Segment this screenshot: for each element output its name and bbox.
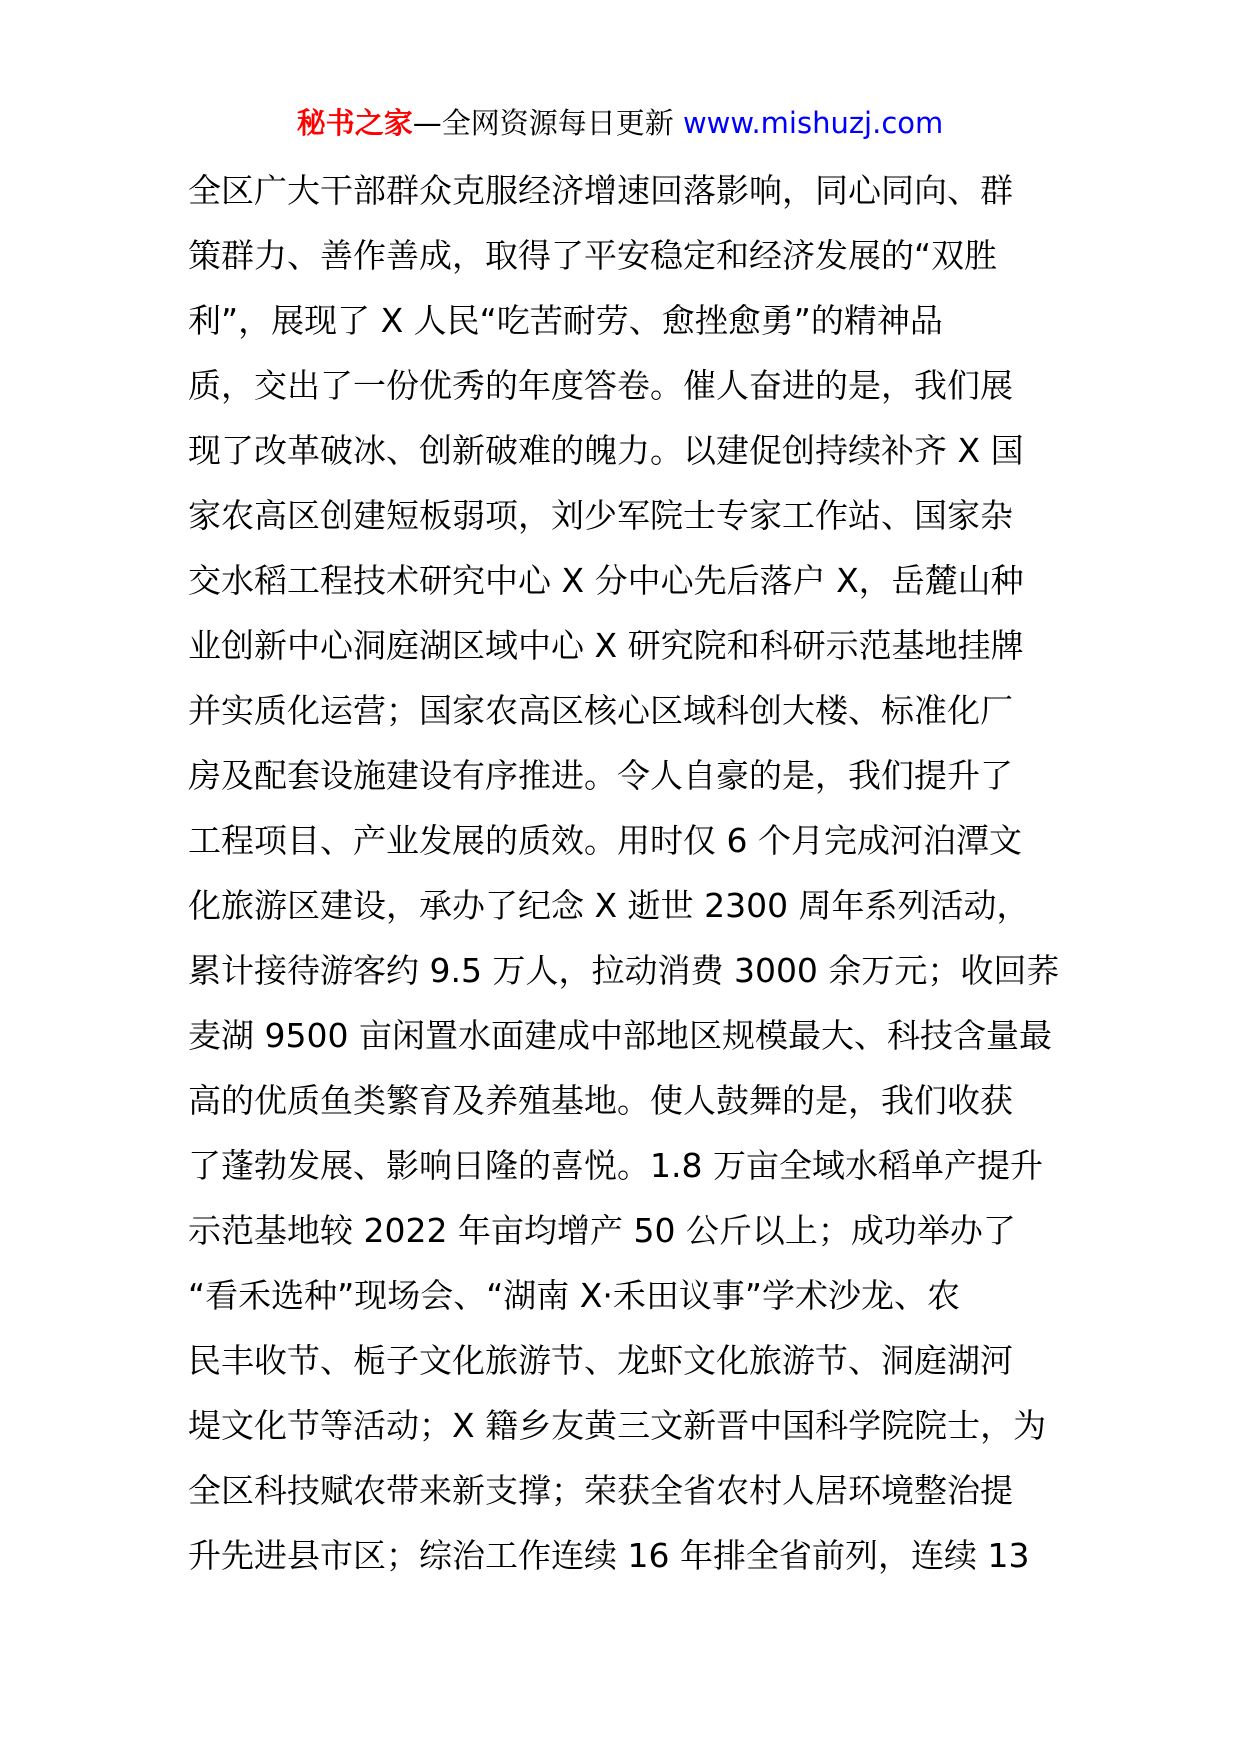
body-line: 麦湖 9500 亩闲置水面建成中部地区规模最大、科技含量最 (188, 1016, 1052, 1055)
body-line: 全区科技赋农带来新支撑；荣获全省农村人居环境整治提 (188, 1471, 1013, 1510)
header-tagline: —全网资源每日更新 (412, 106, 674, 140)
body-line: 民丰收节、栀子文化旅游节、龙虾文化旅游节、洞庭湖河 (188, 1341, 1013, 1380)
brand-name: 秘书之家 (296, 106, 413, 140)
body-line: 业创新中心洞庭湖区域中心 X 研究院和科研示范基地挂牌 (188, 626, 1024, 665)
body-line: 现了改革破冰、创新破难的魄力。以建促创持续补齐 X 国 (188, 431, 1024, 470)
body-line: 交水稻工程技术研究中心 X 分中心先后落户 X，岳麓山种 (188, 561, 1024, 600)
body-line: “看禾选种”现场会、“湖南 X·禾田议事”学术沙龙、农 (188, 1276, 960, 1315)
body-line: 并实质化运营；国家农高区核心区域科创大楼、标准化厂 (188, 691, 1013, 730)
body-line: 了蓬勃发展、影响日隆的喜悦。1.8 万亩全域水稻单产提升 (188, 1146, 1043, 1185)
website-url: www.mishuzj.com (682, 106, 944, 140)
document-body (188, 168, 1068, 1598)
body-line: 升先进县市区；综治工作连续 16 年排全省前列，连续 13 (188, 1536, 1030, 1575)
page-header (0, 103, 1240, 143)
body-line: 利”，展现了 X 人民“吃苦耐劳、愈挫愈勇”的精神品 (188, 301, 943, 340)
body-line: 质，交出了一份优秀的年度答卷。催人奋进的是，我们展 (188, 366, 1013, 405)
body-line: 全区广大干部群众克服经济增速回落影响，同心同向、群 (188, 171, 1013, 210)
body-line: 房及配套设施建设有序推进。令人自豪的是，我们提升了 (188, 756, 1013, 795)
body-line: 化旅游区建设，承办了纪念 X 逝世 2300 周年系列活动， (188, 886, 1030, 925)
body-line: 示范基地较 2022 年亩均增产 50 公斤以上；成功举办了 (188, 1211, 1016, 1250)
body-line: 堤文化节等活动；X 籍乡友黄三文新晋中国科学院院士，为 (188, 1406, 1047, 1445)
body-line: 策群力、善作善成，取得了平安稳定和经济发展的“双胜 (188, 236, 998, 275)
body-line: 累计接待游客约 9.5 万人，拉动消费 3000 余万元；收回荞 (188, 951, 1060, 990)
body-line: 家农高区创建短板弱项，刘少军院士专家工作站、国家杂 (188, 496, 1013, 535)
body-line: 工程项目、产业发展的质效。用时仅 6 个月完成河泊潭文 (188, 821, 1022, 860)
body-line: 高的优质鱼类繁育及养殖基地。使人鼓舞的是，我们收获 (188, 1081, 1013, 1120)
